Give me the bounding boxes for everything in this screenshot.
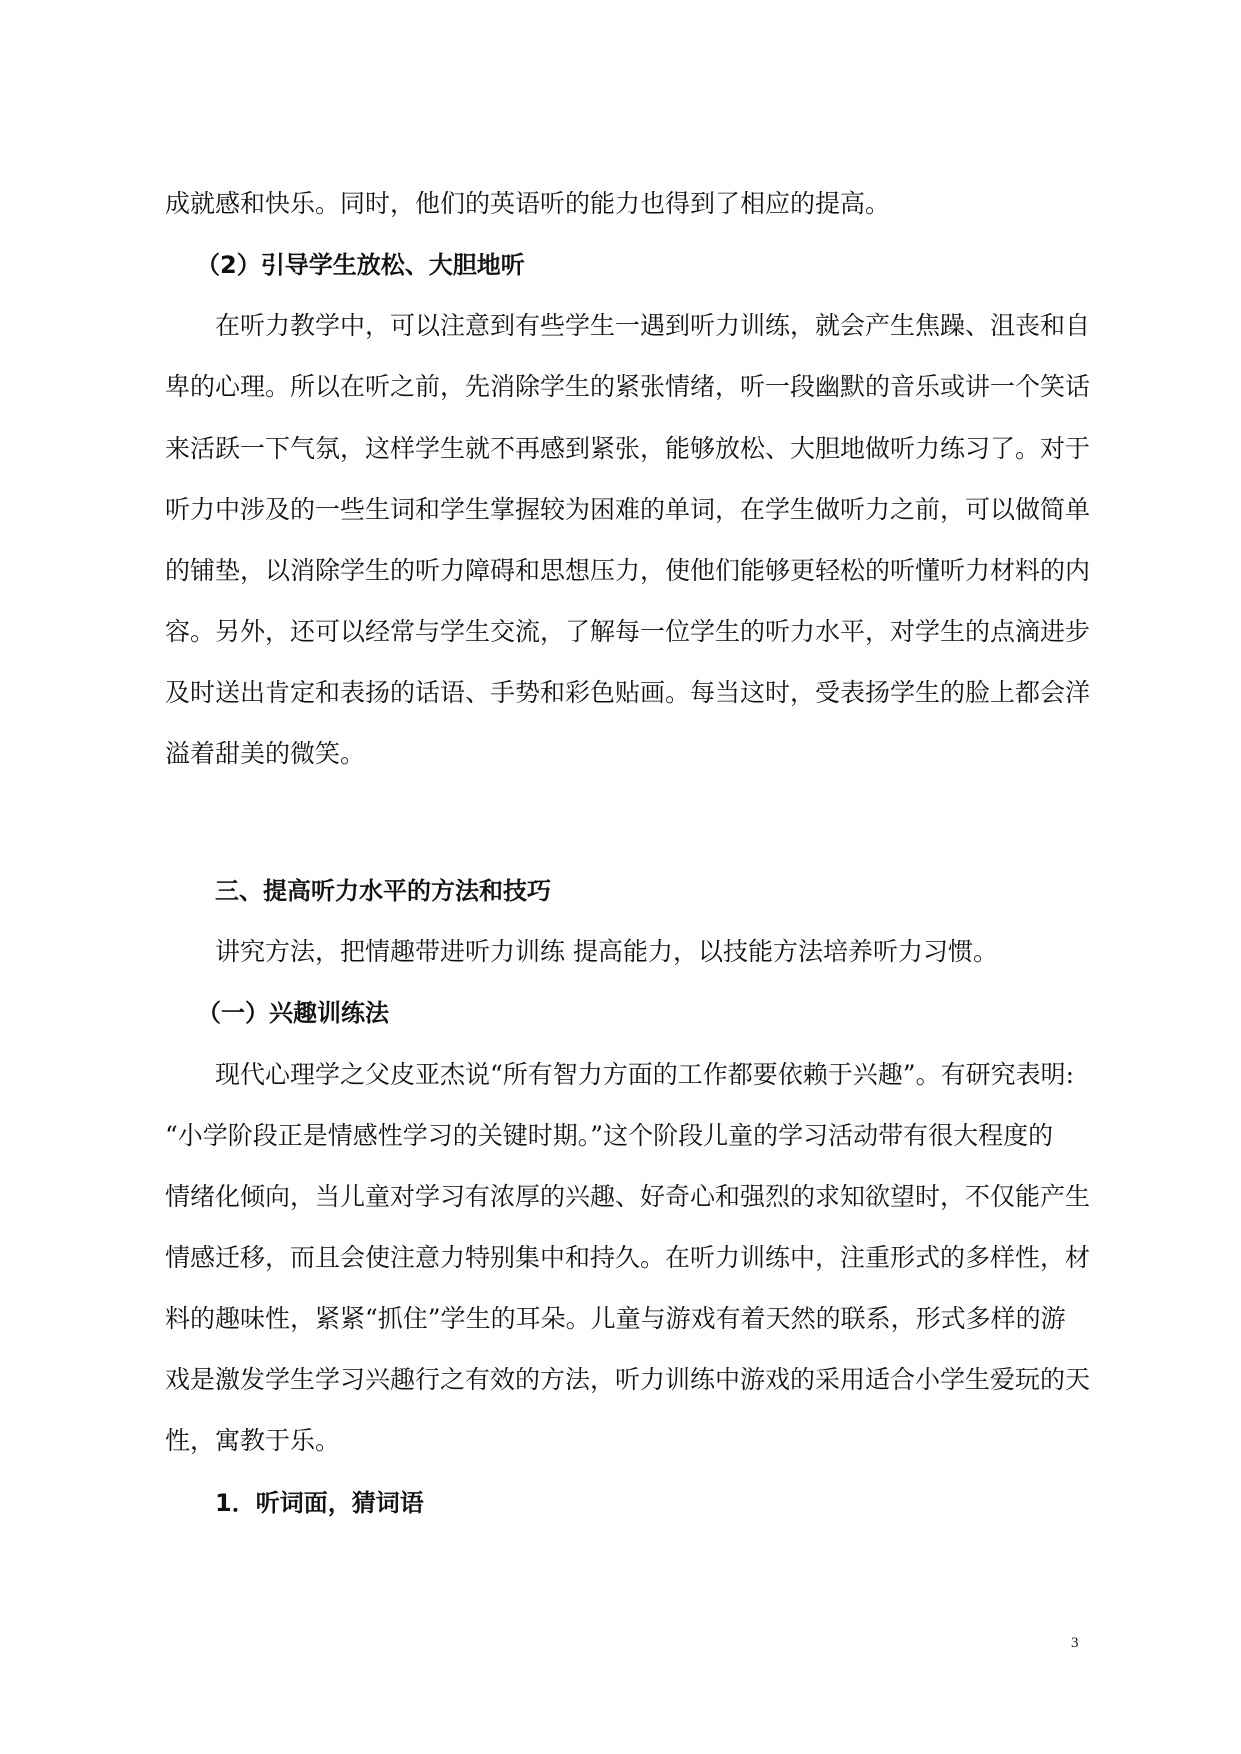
page-number: 3 <box>1071 1635 1079 1651</box>
paragraph-line: 情感迁移，而且会使注意力特别集中和持久。在听力训练中，注重形式的多样性，材 <box>165 1243 1091 1272</box>
section-heading: 三、提高听力水平的方法和技巧 <box>215 877 551 905</box>
paragraph-line: 听力中涉及的一些生词和学生掌握较为困难的单词，在学生做听力之前，可以做简单 <box>165 495 1091 524</box>
subsection-heading: （2）引导学生放松、大胆地听 <box>196 251 525 279</box>
paragraph-line: 料的趣味性，紧紧“抓住”学生的耳朵。儿童与游戏有着天然的联系，形式多样的游 <box>165 1304 1066 1333</box>
paragraph-line: 讲究方法，把情趣带进听力训练 提高能力，以技能方法培养听力习惯。 <box>215 937 998 966</box>
paragraph-continuation-line: 成就感和快乐。同时，他们的英语听的能力也得到了相应的提高。 <box>165 189 891 218</box>
paragraph-line: 卑的心理。所以在听之前，先消除学生的紧张情绪，听一段幽默的音乐或讲一个笑话 <box>165 372 1091 401</box>
paragraph-line: 的铺垫，以消除学生的听力障碍和思想压力，使他们能够更轻松的听懂听力材料的内 <box>165 556 1091 585</box>
paragraph-line: 戏是激发学生学习兴趣行之有效的方法，听力训练中游戏的采用适合小学生爱玩的天 <box>165 1365 1091 1394</box>
paragraph-line: 现代心理学之父皮亚杰说“所有智力方面的工作都要依赖于兴趣”。有研究表明: <box>215 1060 1074 1089</box>
paragraph-line: 及时送出肯定和表扬的话语、手势和彩色贴画。每当这时，受表扬学生的脸上都会洋 <box>165 678 1091 707</box>
paragraph-line: 在听力教学中，可以注意到有些学生一遇到听力训练，就会产生焦躁、沮丧和自 <box>215 311 1091 340</box>
paragraph-line: 容。另外，还可以经常与学生交流，了解每一位学生的听力水平，对学生的点滴进步 <box>165 617 1091 646</box>
subsection-heading: （一）兴趣训练法 <box>197 999 389 1027</box>
paragraph-line: “小学阶段正是情感性学习的关键时期。”这个阶段儿童的学习活动带有很大程度的 <box>165 1121 1054 1150</box>
paragraph-line: 来活跃一下气氛，这样学生就不再感到紧张，能够放松、大胆地做听力练习了。对于 <box>165 434 1091 463</box>
item-heading: 1．听词面，猜词语 <box>215 1489 424 1517</box>
paragraph-line: 溢着甜美的微笑。 <box>165 739 366 768</box>
paragraph-line: 性，寓教于乐。 <box>165 1426 341 1455</box>
paragraph-line: 情绪化倾向，当儿童对学习有浓厚的兴趣、好奇心和强烈的求知欲望时，不仅能产生 <box>165 1182 1091 1211</box>
